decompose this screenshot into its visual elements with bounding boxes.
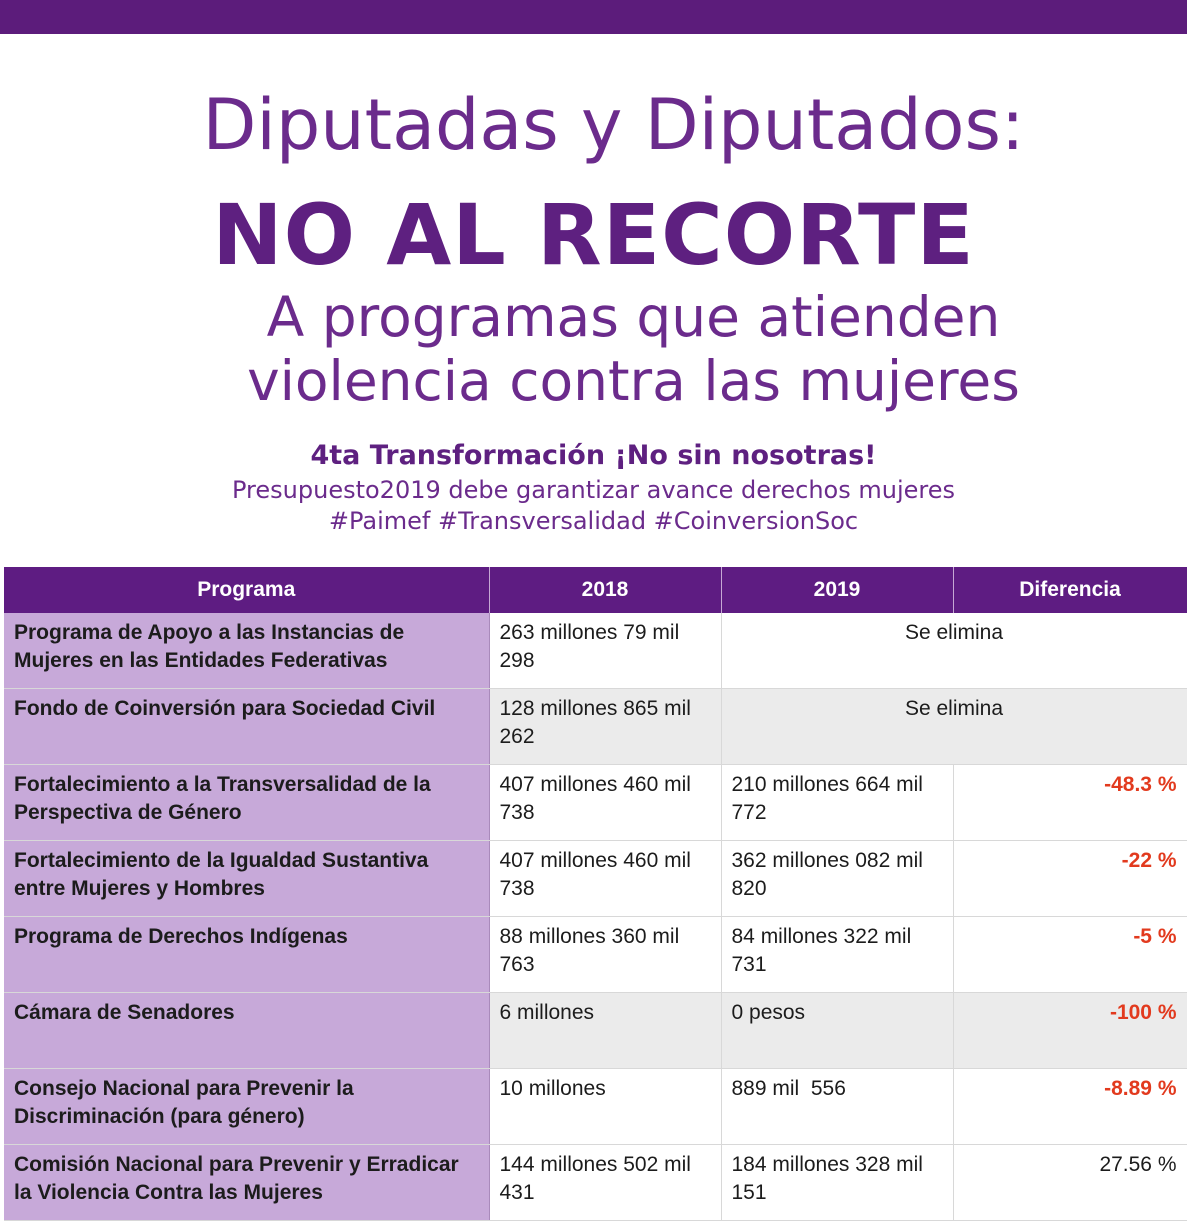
budget-2019: 210 millones 664 mil 772 [721, 765, 953, 841]
title-line-2: NO AL RECORTE [212, 186, 975, 284]
budget-2018: 10 millones [489, 1069, 721, 1145]
budget-2018: 407 millones 460 mil 738 [489, 841, 721, 917]
table-row [4, 689, 1187, 765]
table-row [4, 613, 1187, 689]
slogan: 4ta Transformación ¡No sin nosotras! [310, 440, 877, 471]
top-banner-bar [0, 0, 1187, 34]
budget-2018: 6 millones [489, 993, 721, 1069]
program-name: Fondo de Coinversión para Sociedad Civil [4, 689, 489, 765]
difference-percent: -5 % [953, 917, 1187, 993]
column-header-2019: 2019 [721, 567, 953, 613]
title-line-1: Diputadas y Diputados: [202, 84, 1025, 166]
budget-2018: 263 millones 79 mil 298 [489, 613, 721, 689]
difference-percent: 27.56 % [953, 1145, 1187, 1221]
program-name: Consejo Nacional para Prevenir la Discriminación (para género) [4, 1069, 489, 1145]
program-name: Comisión Nacional para Prevenir y Erradicar la Violencia Contra las Mujeres [4, 1145, 489, 1221]
program-name: Fortalecimiento a la Transversalidad de la Perspectiva de Género [4, 765, 489, 841]
budget-2019: 362 millones 082 mil 820 [721, 841, 953, 917]
table-row [4, 1145, 1187, 1221]
subtitle: Presupuesto2019 debe garantizar avance derechos mujeres [232, 476, 955, 504]
difference-percent: -8.89 % [953, 1069, 1187, 1145]
status-eliminated: Se elimina [721, 689, 1187, 765]
budget-2019: 889 mil 556 [721, 1069, 953, 1145]
hashtags: #Paimef #Transversalidad #CoinversionSoc [328, 507, 859, 535]
budget-2019: 184 millones 328 mil 151 [721, 1145, 953, 1221]
table-header-row [4, 567, 1187, 613]
budget-table [4, 567, 1187, 1221]
budget-2018: 128 millones 865 mil 262 [489, 689, 721, 765]
budget-2018: 144 millones 502 mil 431 [489, 1145, 721, 1221]
title-line-4: violencia contra las mujeres [247, 349, 1020, 413]
column-header-2018: 2018 [489, 567, 721, 613]
table-row [4, 841, 1187, 917]
budget-2018: 407 millones 460 mil 738 [489, 765, 721, 841]
column-header-programa: Programa [4, 567, 489, 613]
difference-percent: -100 % [953, 993, 1187, 1069]
table-row [4, 765, 1187, 841]
budget-2019: 84 millones 322 mil 731 [721, 917, 953, 993]
program-name: Cámara de Senadores [4, 993, 489, 1069]
table-row [4, 917, 1187, 993]
title-line-3: A programas que atienden [266, 285, 1001, 349]
budget-2019: 0 pesos [721, 993, 953, 1069]
budget-2018: 88 millones 360 mil 763 [489, 917, 721, 993]
table-row [4, 993, 1187, 1069]
program-name: Fortalecimiento de la Igualdad Sustantiva entre Mujeres y Hombres [4, 841, 489, 917]
difference-percent: -48.3 % [953, 765, 1187, 841]
column-header-diferencia: Diferencia [953, 567, 1187, 613]
program-name: Programa de Derechos Indígenas [4, 917, 489, 993]
status-eliminated: Se elimina [721, 613, 1187, 689]
table-row [4, 1069, 1187, 1145]
difference-percent: -22 % [953, 841, 1187, 917]
program-name: Programa de Apoyo a las Instancias de Mujeres en las Entidades Federativas [4, 613, 489, 689]
